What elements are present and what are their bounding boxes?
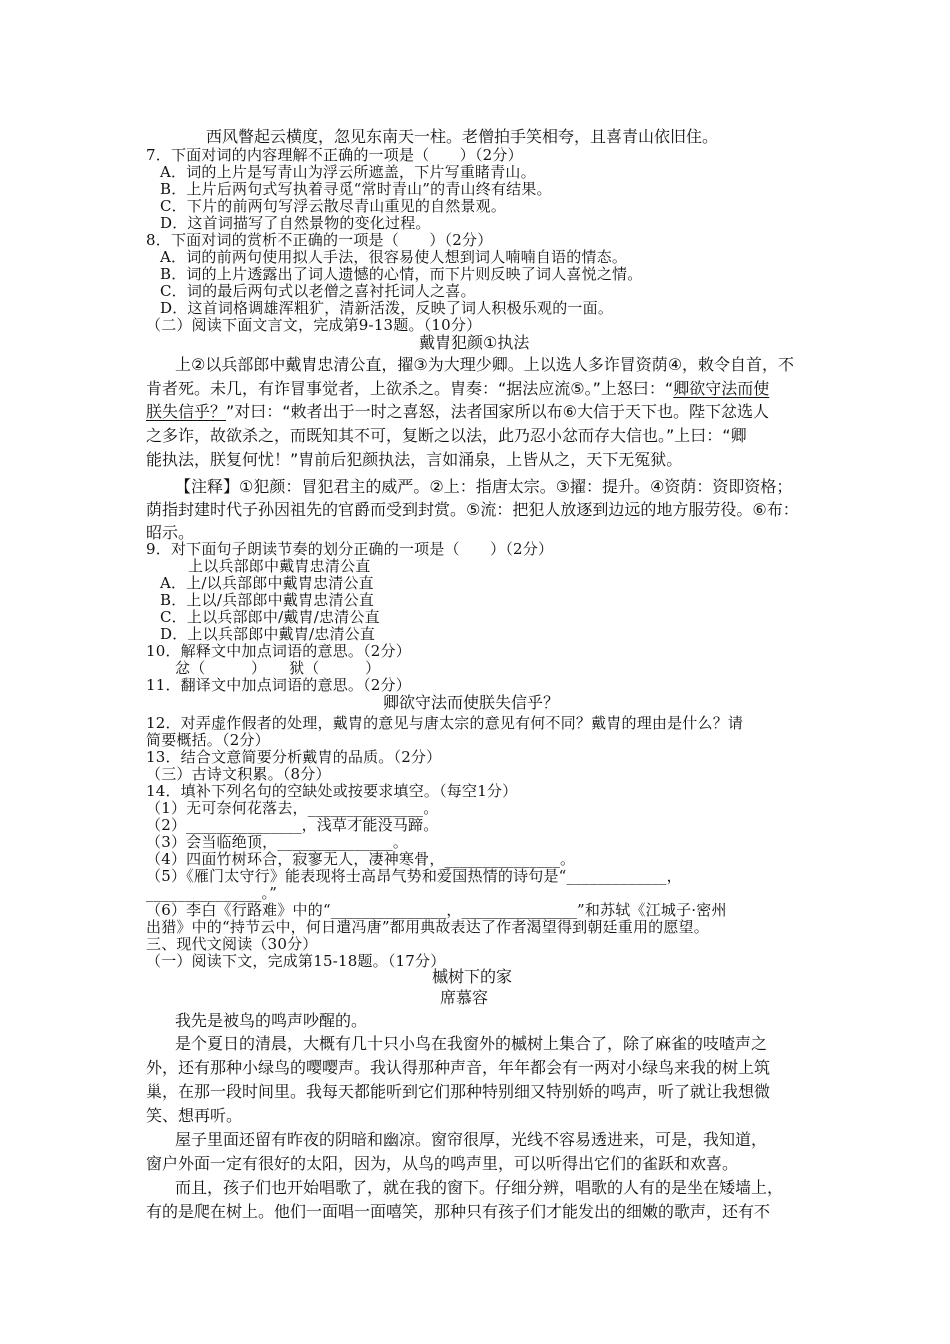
article-paragraph: 我先是被鸟的鸣声吵醒的。 [175, 1011, 368, 1030]
question-7: 7．下面对词的内容理解不正确的一项是（ ）（2分） [146, 146, 523, 164]
passage-line: 之多诈，故欲杀之，而既知其不可，复断之以法，此乃忍小忿而存大信也。”上曰：“卿 [146, 426, 747, 445]
question-11: 11．翻译文中加点词语的意思。（2分） [146, 676, 411, 694]
article-line: 巢，在那一段时间里。我每天都能听到它们那种特别细又特别娇的鸣声，听了就让我想微 [146, 1082, 771, 1101]
passage-line: 上②以兵部郎中戴胄忠清公直，擢③为大理少卿。上以选人多诈冒资荫④，敕令自首，不 [175, 355, 795, 374]
passage-text: 肯者死。未几，有诈冒事觉者，上欲杀之。胄奏：“据法应流⑤。”上怒曰：“ [146, 379, 674, 398]
q14-item-6: （6）李白《行路难》中的“_______________，_______________”和苏轼《江城子·密州 [146, 901, 727, 919]
question-10: 10．解释文中加点词语的意思。（2分） [146, 642, 411, 660]
passage-line [146, 381, 769, 397]
article-paragraph: 屋子里面还留有昨夜的阴暗和幽凉。窗帘很厚，光线不容易透进来，可是，我知道， [175, 1130, 768, 1149]
article-title: 槭树下的家 [432, 967, 513, 986]
q14-item-4: （4）四面竹树环合，寂寥无人，凄神寒骨，_______________。 [146, 850, 576, 868]
section-3-heading: （三）古诗文积累。（8分） [146, 765, 331, 783]
article-line: 外，还有那种小绿鸟的嘤嘤声。我认得那种声音，年年都会有一两对小绿鸟来我的树上筑 [146, 1058, 771, 1077]
q9-option-a: A．上/以兵部郎中戴胄忠清公直 [160, 574, 374, 592]
passage-line [146, 404, 769, 420]
annotation-line: 荫指封建时代子孙因祖先的官爵而受到封赏。⑤流：把犯人放逐到边远的地方服劳役。⑥布： [146, 500, 799, 519]
article-author: 席慕容 [440, 988, 489, 1007]
q14-item-5: （5）《雁门太守行》能表现将士高昂气势和爱国热情的诗句是“_____________， [146, 867, 682, 885]
q7-option-b: B．上片后两句式写执着寻觅“常时青山”的青山终有结果。 [160, 180, 552, 198]
annotation-line: 昭示。 [146, 523, 195, 542]
q14-item-1: （1）无可奈何花落去，_______________。 [146, 799, 439, 817]
q8-option-c: C．词的最后两句式以老僧之喜衬托词人之喜。 [160, 282, 476, 300]
q7-option-d: D．这首词描写了自然景物的变化过程。 [160, 214, 431, 232]
q9-sentence: 上以兵部郎中戴胄忠清公直 [188, 557, 371, 575]
question-12-cont: 简要概括。（2分） [146, 731, 270, 749]
question-12: 12．对弄虚作假者的处理，戴胄的意见与唐太宗的意见有何不同？戴胄的理由是什么？请 [146, 714, 744, 732]
q10-blanks: 忿（ ） 狱（ ） [175, 659, 381, 677]
part-3-heading: 三、现代文阅读（30分） [146, 935, 318, 953]
annotation-line: 【注释】①犯颜：冒犯君主的威严。②上：指唐太宗。③擢：提升。④资荫：资即资格； [175, 477, 793, 496]
poem-line: 西风瞥起云横度，忽见东南天一柱。老僧拍手笑相夸，且喜青山依旧住。 [206, 127, 719, 146]
q14-item-2: （2）_______________，浅草才能没马蹄。 [146, 816, 439, 834]
q8-option-d: D．这首词格调雄浑粗犷，清新活泼，反映了词人积极乐观的一面。 [160, 299, 614, 317]
article-line: 窗户外面一定有很好的太阳，因为，从鸟的鸣声里，可以听得出它们的雀跃和欢喜。 [146, 1154, 739, 1173]
q9-option-c: C．上以兵部郎中/戴胄/忠清公直 [160, 608, 380, 626]
q14-item-3: （3）会当临绝顶，_______________。 [146, 833, 409, 851]
passage-title: 戴胄犯颜①执法 [419, 333, 530, 352]
q8-option-b: B．词的上片透露出了词人遗憾的心情，而下片则反映了词人喜悦之情。 [160, 265, 643, 283]
article-line: 笑、想再听。 [146, 1106, 243, 1125]
passage-line: 能执法，朕复何忧！”胄前后犯颜执法，言如涌泉，上皆从之，天下无冤狱。 [146, 450, 683, 469]
reading-1-heading: （一）阅读下文，完成第15-18题。（17分） [146, 952, 446, 970]
article-paragraph: 而且，孩子们也开始唱歌了，就在我的窗下。仔细分辨，唱歌的人有的是坐在矮墙上， [175, 1178, 784, 1197]
underlined-sentence: 卿欲守法而使 [673, 379, 770, 398]
question-8: 8．下面对词的赏析不正确的一项是（ ）（2分） [146, 231, 493, 249]
question-14: 14．填补下列名句的空缺处或按要求填空。（每空1分） [146, 782, 518, 800]
article-paragraph: 是个夏日的清晨，大概有几十只小鸟在我窗外的槭树上集合了，除了麻雀的吱喳声之 [175, 1034, 768, 1053]
q14-item-5-cont: _______________。” [146, 884, 278, 902]
section-2-heading: （二）阅读下面文言文，完成第9-13题。（10分） [146, 316, 482, 334]
q9-option-d: D．上以兵部郎中戴胄/忠清公直 [160, 625, 376, 643]
q11-sentence: 卿欲守法而使朕失信乎？ [383, 693, 560, 712]
q7-option-c: C．下片的前两句写浮云散尽青山重见的自然景观。 [160, 197, 507, 215]
passage-text: ”对曰：“敕者出于一时之喜怒，法者国家所以布⑥大信于天下也。陛下忿选人 [226, 402, 769, 421]
question-9: 9．对下面句子朗读节奏的划分正确的一项是（ ）（2分） [146, 540, 554, 558]
q7-option-a: A．词的上片是写青山为浮云所遮盖，下片写重睹青山。 [160, 163, 536, 181]
q14-item-6-cont: 出猎》中的“持节云中，何日遣冯唐”都用典故表达了作者渴望得到朝廷重用的愿望。 [146, 918, 709, 936]
article-line: 有的是爬在树上。他们一面唱一面嘻笑，那种只有孩子们才能发出的细嫩的歌声，还有不 [146, 1202, 771, 1221]
underlined-sentence: 朕失信乎？ [146, 402, 227, 421]
q9-option-b: B．上以/兵部郎中戴胄忠清公直 [160, 591, 375, 609]
q8-option-a: A．词的前两句使用拟人手法，很容易使人想到词人喃喃自语的情态。 [160, 248, 628, 266]
question-13: 13．结合文意简要分析戴胄的品质。（2分） [146, 748, 442, 766]
